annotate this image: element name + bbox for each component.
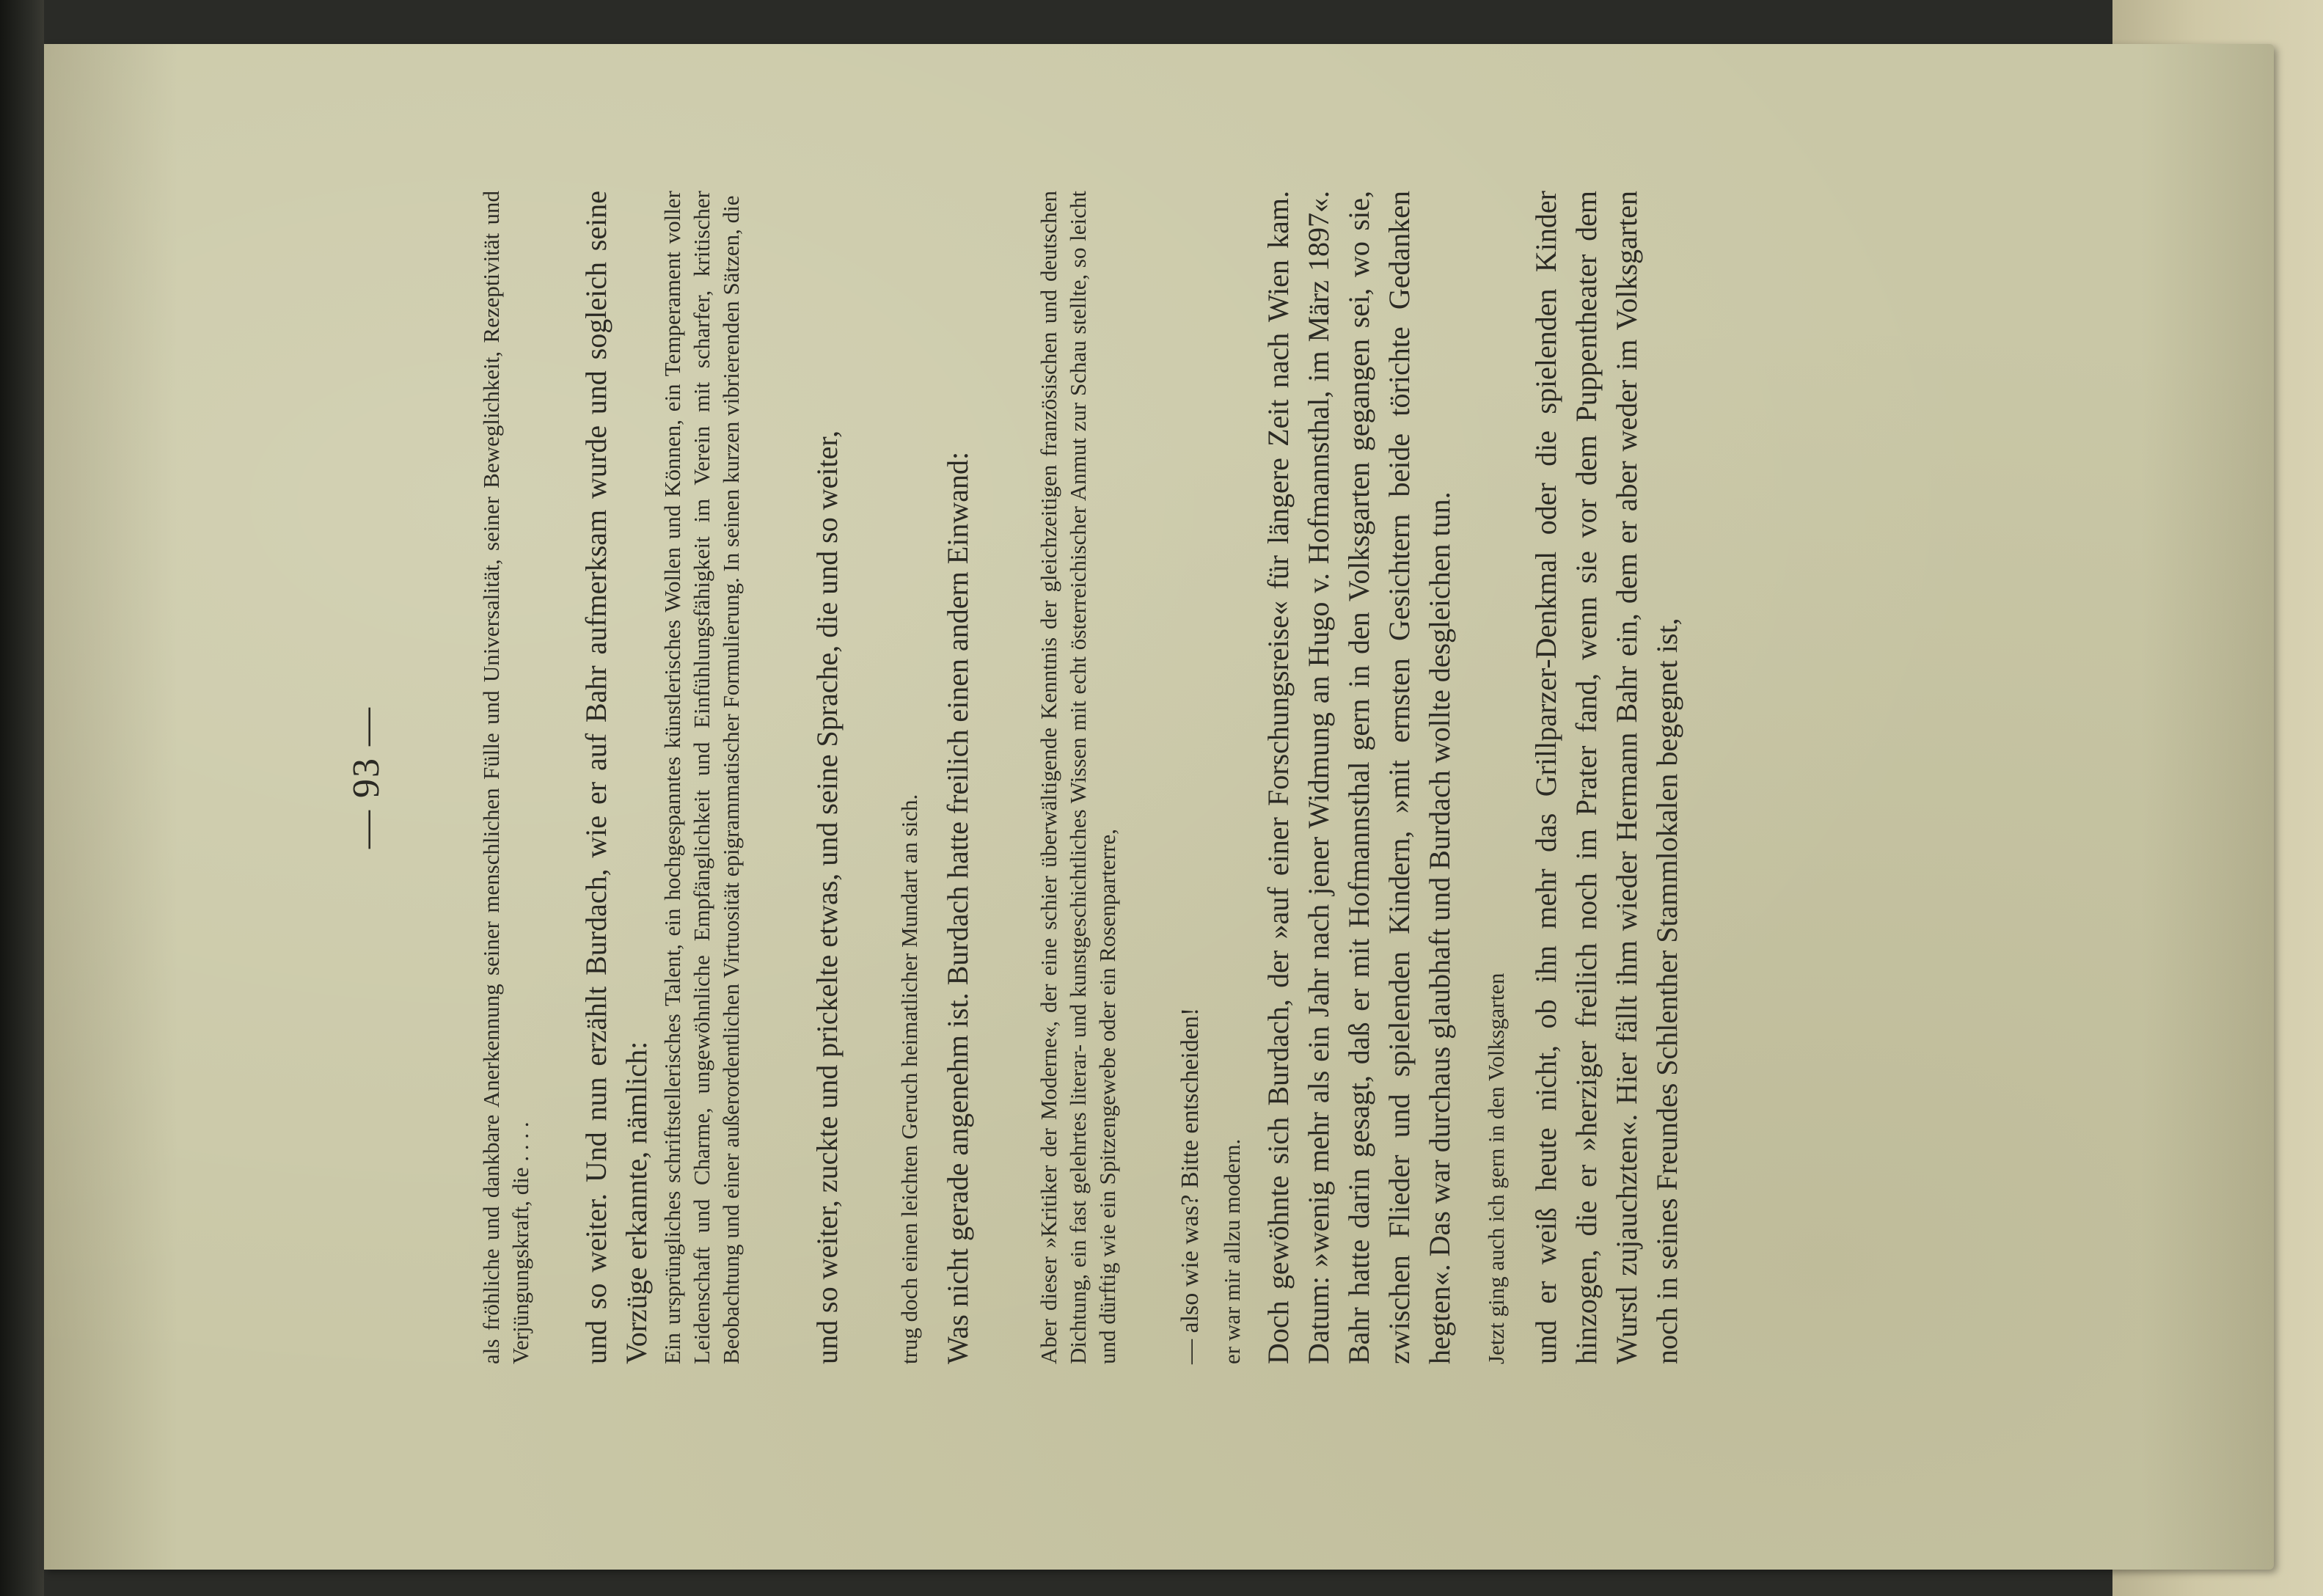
paragraph-4: und so weiter, zuckte und prickelte etwas, und seine Sprache, die und so weiter, [811,430,844,1364]
page-sheet [44,44,2274,1570]
paragraph-quote-5: er war mir allzu modern. [1219,1138,1245,1364]
paragraph-8: — also wie was? Bitte entscheiden! [1177,1007,1204,1364]
book-binding [0,0,44,1596]
paragraph-quote-1: als fröhliche und dankbare Anerkennung seiner menschlichen Fülle und Universalität, seiner Beweglichkeit, Rezeptivität und Verjüngungskraft, die . . . . [478,191,533,1364]
paragraph-6: Was nicht gerade angenehm ist. Burdach hatte freilich einen andern Einwand: [941,451,974,1364]
paragraph-quote-4: Aber dieser »Kritiker der Moderne«, der eine schier überwältigende Kenntnis der gleichzeitigen französischen und deutschen Dichtung, ein fast gelehrtes literar- und kunstgeschichtliches Wissen mit echt österreichischer Anmut zur Schau stellte, so leicht und dürftig wie ein Spitzengewebe oder ein Rosenparterre, [1036,191,1120,1364]
paragraph-2: und so weiter. Und nun erzählt Burdach, wie er auf Bahr aufmerksam wurde und sogleich seine Vorzüge erkannte, nämlich: [579,191,653,1364]
paragraph-12: und er weiß heute nicht, ob ihn mehr das Grillparzer-Denkmal oder die spielenden Kinder hinzogen, die er »herziger freilich noch im Prater fand, wenn sie vor dem Puppentheater dem Wurstl zujauchzten«. Hier fällt ihm wieder Hermann Bahr ein, dem er aber weder im Volksgarten noch in seines Freundes Schlenther Stammlokalen begegnet ist, [1529,191,1683,1364]
paragraph-quote-2: Ein ursprüngliches schriftstellerisches Talent, ein hochgespanntes künstlerisches Wollen und Können, ein Temperament voller Leidenschaft und Charme, ungewöhnliche Empfänglichkeit und Einfühlungsfähigkeit im Verein mit scharfer, kritischer Beobachtung und einer außerordentlichen Virtuosität epigrammatischer Formulierung. In seinen kurzen vibrierenden Sätzen, die [659,191,744,1364]
paragraph-quote-6: Jetzt ging auch ich gern in den Volksgarten [1483,973,1509,1364]
rotated-text-block [337,191,2024,1364]
paragraph-quote-3: trug doch einen leichten Geruch heimatlicher Mundart an sich. [896,794,922,1364]
page-number: — 93 — [345,706,387,849]
paragraph-10: Doch gewöhnte sich Burdach, der »auf einer Forschungsreise« für längere Zeit nach Wien kam. Datum: »wenig mehr als ein Jahr nach jener Widmung an Hugo v. Hofmannsthal, im März 1897«. Bahr hatte darin gesagt, daß er mit Hofmannsthal gern in den Volksgarten gegangen sei, wo sie, zwischen Flieder und spielenden Kindern, »mit ernsten Gesichtern beide törichte Gedanken hegten«. Das war durchaus glaubhaft und Burdach wollte desgleichen tun. [1262,191,1456,1364]
